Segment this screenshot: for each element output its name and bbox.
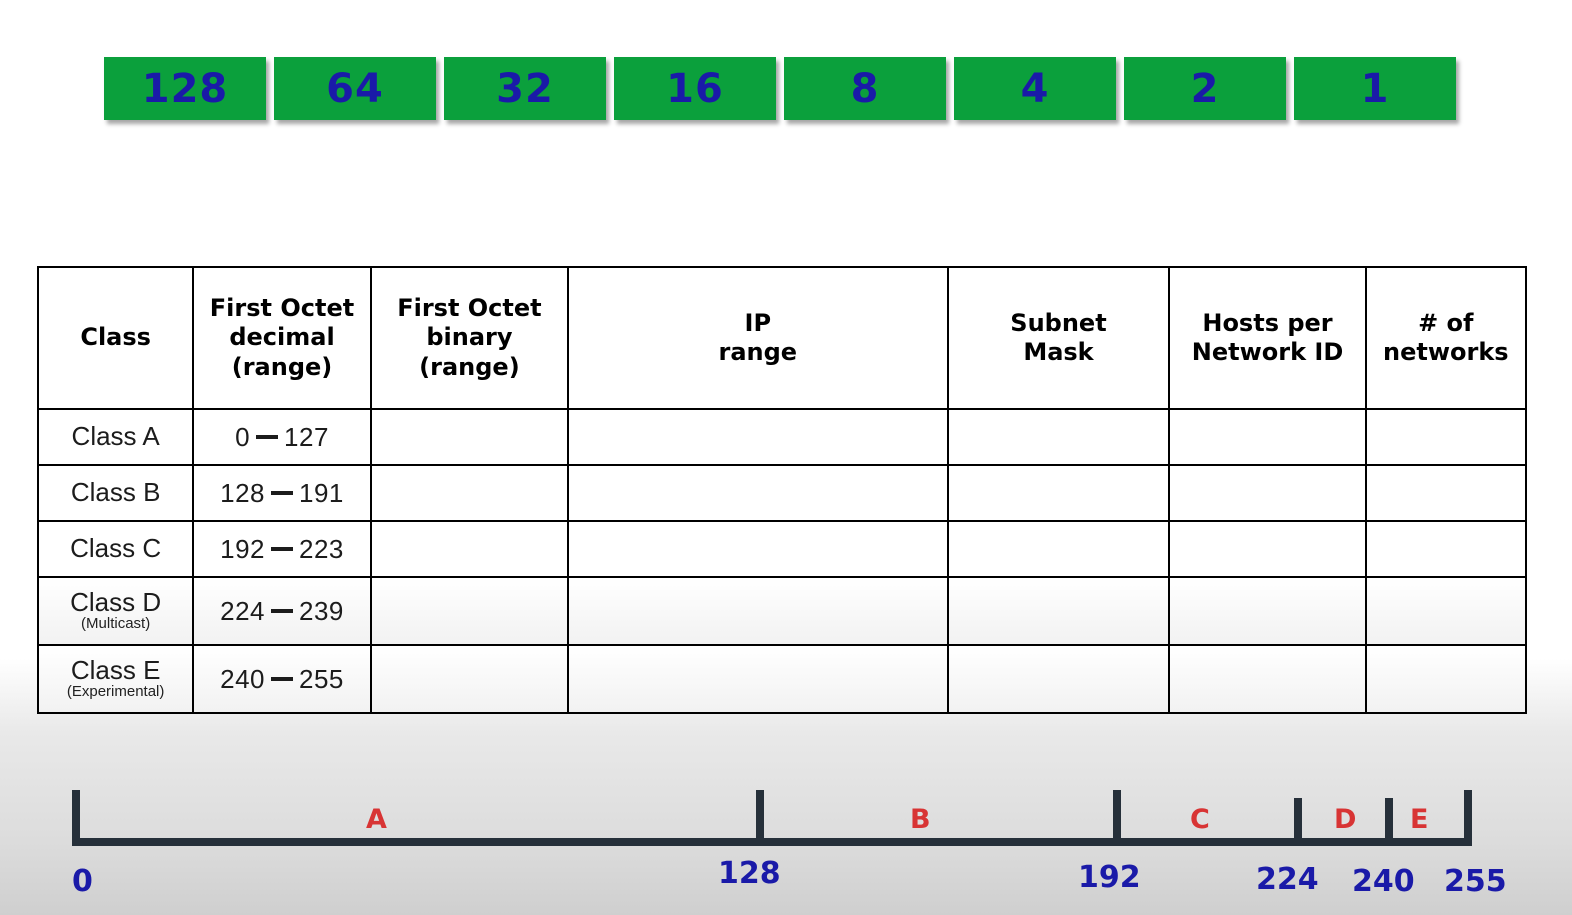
segment-label-a: A	[366, 804, 387, 835]
header-line: Mask	[1023, 338, 1094, 366]
range-start: 224	[220, 595, 265, 626]
cell-hosts-per-network-id	[1169, 645, 1365, 713]
class-note: (Multicast)	[81, 615, 151, 633]
axis-tick-label-128: 128	[718, 856, 781, 891]
range-dash-icon	[271, 677, 293, 681]
cell-class	[38, 645, 193, 713]
cell-first-octet-binary	[371, 521, 568, 577]
cell-first-octet-binary	[371, 645, 568, 713]
bit-value-box: 64	[274, 57, 436, 120]
range-start: 128	[220, 477, 265, 508]
range-dash-icon	[271, 609, 293, 613]
header-line: First Octet	[209, 294, 355, 323]
range-end: 191	[299, 477, 344, 508]
header-line: # of	[1418, 308, 1474, 337]
range-start: 240	[220, 663, 265, 694]
class-label: Class E	[70, 655, 161, 686]
header-line: (range)	[231, 352, 333, 381]
bit-value-bar	[104, 57, 1456, 120]
cell-subnet-mask	[948, 645, 1170, 713]
header-line: First Octet	[397, 294, 542, 323]
class-label: Class D	[70, 587, 162, 618]
cell-first-octet-binary	[371, 577, 568, 645]
axis-tick-label-192: 192	[1078, 860, 1141, 895]
number-line-tick	[72, 790, 80, 846]
column-header-class	[38, 267, 193, 409]
column-header-first-octet-decimal	[193, 267, 370, 409]
cell-class	[38, 577, 193, 645]
header-line: Class	[80, 323, 151, 352]
range-end: 223	[299, 533, 344, 564]
header-line: networks	[1382, 338, 1509, 366]
range-dash-icon	[256, 435, 278, 439]
cell-class	[38, 521, 193, 577]
bit-value-box: 8	[784, 57, 946, 120]
bit-value-box: 32	[444, 57, 606, 120]
header-line: Hosts per	[1202, 308, 1333, 337]
range-dash-icon	[271, 547, 293, 551]
axis-tick-label-224: 224	[1256, 862, 1319, 897]
cell-class	[38, 465, 193, 521]
table-row	[38, 521, 1526, 577]
cell-number-of-networks	[1366, 577, 1526, 645]
header-line: range	[718, 338, 798, 366]
segment-label-e: E	[1410, 804, 1429, 835]
cell-ip-range	[568, 577, 947, 645]
table-row	[38, 409, 1526, 465]
class-note: (Experimental)	[66, 683, 165, 701]
header-line: IP	[744, 308, 772, 337]
range-dash-icon	[271, 491, 293, 495]
cell-ip-range	[568, 521, 947, 577]
table-header-row	[38, 267, 1526, 409]
column-header-ip-range	[568, 267, 947, 409]
cell-subnet-mask	[948, 409, 1170, 465]
cell-subnet-mask	[948, 577, 1170, 645]
axis-tick-label-255: 255	[1444, 864, 1507, 899]
number-line-tick	[1385, 798, 1393, 846]
cell-subnet-mask	[948, 465, 1170, 521]
axis-tick-label-240: 240	[1352, 864, 1415, 899]
ip-class-table	[37, 266, 1527, 714]
table-row	[38, 465, 1526, 521]
column-header-subnet-mask	[948, 267, 1170, 409]
bit-value-box: 4	[954, 57, 1116, 120]
cell-ip-range	[568, 409, 947, 465]
table-body	[38, 409, 1526, 713]
axis-tick-label-0: 0	[72, 864, 93, 899]
cell-hosts-per-network-id	[1169, 577, 1365, 645]
segment-label-b: B	[910, 804, 931, 835]
cell-number-of-networks	[1366, 521, 1526, 577]
cell-first-octet-binary	[371, 409, 568, 465]
address-range-number-line	[0, 760, 1572, 915]
cell-first-octet-decimal	[193, 577, 370, 645]
cell-number-of-networks	[1366, 645, 1526, 713]
header-line: Subnet	[1010, 308, 1107, 337]
table-row	[38, 577, 1526, 645]
range-start: 192	[220, 533, 265, 564]
cell-first-octet-binary	[371, 465, 568, 521]
cell-first-octet-decimal	[193, 645, 370, 713]
number-line-tick	[1294, 798, 1302, 846]
bit-value-box: 16	[614, 57, 776, 120]
cell-first-octet-decimal	[193, 521, 370, 577]
range-end: 255	[299, 663, 344, 694]
class-label: Class B	[70, 477, 161, 508]
cell-hosts-per-network-id	[1169, 465, 1365, 521]
class-label: Class C	[70, 533, 162, 564]
segment-label-d: D	[1334, 804, 1357, 835]
column-header-number-of-networks	[1366, 267, 1526, 409]
cell-hosts-per-network-id	[1169, 409, 1365, 465]
header-line: (range)	[419, 352, 520, 381]
segment-label-c: C	[1190, 804, 1210, 835]
class-label: Class A	[71, 421, 160, 452]
bit-value-box: 1	[1294, 57, 1456, 120]
number-line-tick	[1464, 790, 1472, 846]
header-line: binary	[426, 323, 513, 352]
number-line-tick	[1113, 790, 1121, 846]
cell-first-octet-decimal	[193, 465, 370, 521]
cell-hosts-per-network-id	[1169, 521, 1365, 577]
column-header-first-octet-binary	[371, 267, 568, 409]
range-end: 239	[299, 595, 344, 626]
column-header-hosts-per-network-id	[1169, 267, 1365, 409]
table-header	[38, 267, 1526, 409]
header-line: Network ID	[1191, 338, 1344, 366]
cell-ip-range	[568, 645, 947, 713]
cell-number-of-networks	[1366, 409, 1526, 465]
range-end: 127	[284, 421, 329, 452]
cell-number-of-networks	[1366, 465, 1526, 521]
number-line-tick	[756, 790, 764, 846]
number-line-axis	[72, 838, 1472, 846]
cell-first-octet-decimal	[193, 409, 370, 465]
table-row	[38, 645, 1526, 713]
cell-ip-range	[568, 465, 947, 521]
cell-subnet-mask	[948, 521, 1170, 577]
header-line: decimal	[229, 323, 335, 352]
range-start: 0	[235, 421, 251, 452]
bit-value-box: 2	[1124, 57, 1286, 120]
cell-class	[38, 409, 193, 465]
bit-value-box: 128	[104, 57, 266, 120]
